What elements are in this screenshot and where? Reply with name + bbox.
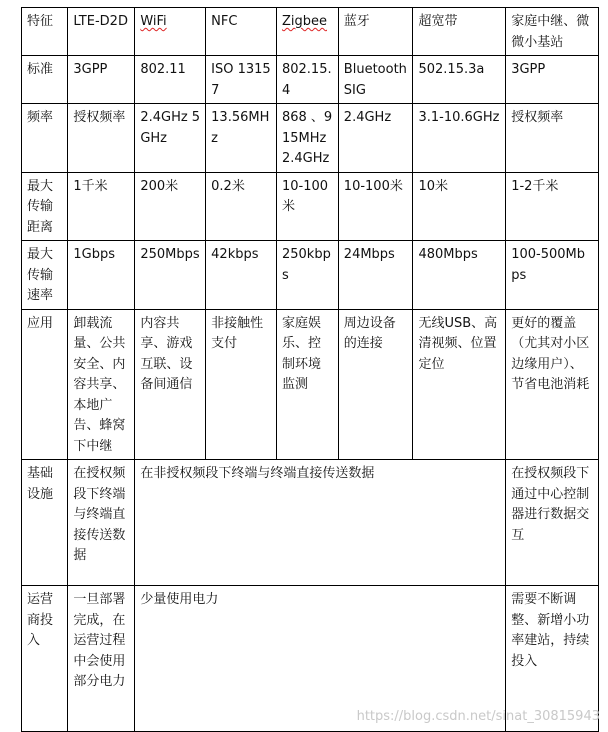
table-cell: 家庭娱乐、控制环境监测 bbox=[276, 309, 338, 460]
table-cell: 802.15.4 bbox=[276, 56, 338, 104]
table-row bbox=[22, 241, 599, 310]
table-row bbox=[22, 104, 599, 173]
table-cell: 内容共享、游戏互联、设备间通信 bbox=[135, 309, 206, 460]
table-cell: 需要不断调整、新增小功率建站，持续投入 bbox=[506, 586, 599, 732]
table-cell: 3GPP bbox=[68, 56, 135, 104]
table-cell: 200米 bbox=[135, 172, 206, 241]
header-cell: 蓝牙 bbox=[338, 8, 413, 56]
table-cell: 一旦部署完成，在运营过程中会使用部分电力 bbox=[68, 586, 135, 732]
table-cell: 非接触性支付 bbox=[206, 309, 277, 460]
header-cell bbox=[135, 8, 206, 56]
table-cell: 100-500Mbps bbox=[506, 241, 599, 310]
table-row bbox=[22, 460, 599, 586]
table-cell: 更好的覆盖（尤其对小区边缘用户）、节省电池消耗 bbox=[506, 309, 599, 460]
row-label: 基础设施 bbox=[22, 460, 68, 586]
header-cell: 超宽带 bbox=[413, 8, 506, 56]
header-cell-text: WiFi bbox=[140, 14, 167, 29]
table-cell: 无线USB、高清视频、位置定位 bbox=[413, 309, 506, 460]
table-cell: 授权频率 bbox=[506, 104, 599, 173]
table-cell: 480Mbps bbox=[413, 241, 506, 310]
table-cell: 在授权频段下终端与终端直接传送数据 bbox=[68, 460, 135, 586]
table-cell: 卸载流量、公共安全、内容共享、本地广告、蜂窝下中继 bbox=[68, 309, 135, 460]
table-cell: Bluetooth SIG bbox=[338, 56, 413, 104]
table-row bbox=[22, 309, 599, 460]
comparison-table bbox=[21, 7, 599, 732]
table-cell: 42kbps bbox=[206, 241, 277, 310]
table-cell: 13.56MHz bbox=[206, 104, 277, 173]
row-label: 最大传输距离 bbox=[22, 172, 68, 241]
table-cell: 2.4GHz 5GHz bbox=[135, 104, 206, 173]
header-cell: LTE-D2D bbox=[68, 8, 135, 56]
table-cell: 10-100米 bbox=[338, 172, 413, 241]
row-label: 最大传输速率 bbox=[22, 241, 68, 310]
table-cell: 1千米 bbox=[68, 172, 135, 241]
table-header-row bbox=[22, 8, 599, 56]
table-row bbox=[22, 56, 599, 104]
table-cell: 502.15.3a bbox=[413, 56, 506, 104]
row-label: 标准 bbox=[22, 56, 68, 104]
header-cell: 家庭中继、微微小基站 bbox=[506, 8, 599, 56]
header-cell bbox=[276, 8, 338, 56]
row-label: 频率 bbox=[22, 104, 68, 173]
table-cell: 在授权频段下通过中心控制器进行数据交互 bbox=[506, 460, 599, 586]
row-label: 运营商投入 bbox=[22, 586, 68, 732]
table-row bbox=[22, 172, 599, 241]
row-label: 应用 bbox=[22, 309, 68, 460]
header-cell: 特征 bbox=[22, 8, 68, 56]
table-cell: 0.2米 bbox=[206, 172, 277, 241]
table-cell: 10-100米 bbox=[276, 172, 338, 241]
table-cell: 10米 bbox=[413, 172, 506, 241]
table-cell-merged: 少量使用电力 bbox=[135, 586, 506, 732]
table-cell: 2.4GHz bbox=[338, 104, 413, 173]
table-cell: 802.11 bbox=[135, 56, 206, 104]
table-cell: 1Gbps bbox=[68, 241, 135, 310]
table-cell: ISO 13157 bbox=[206, 56, 277, 104]
table-cell: 3.1-10.6GHz bbox=[413, 104, 506, 173]
header-cell-text: Zigbee bbox=[281, 14, 328, 29]
table-cell: 250kbps bbox=[276, 241, 338, 310]
header-cell: NFC bbox=[206, 8, 277, 56]
watermark: https://blog.csdn.net/sinat_30815943 bbox=[356, 709, 600, 724]
table-cell: 1-2千米 bbox=[506, 172, 599, 241]
table-cell: 授权频率 bbox=[68, 104, 135, 173]
table-cell: 24Mbps bbox=[338, 241, 413, 310]
table-cell: 868 、915MHz 2.4GHz bbox=[276, 104, 338, 173]
table-cell-merged: 在非授权频段下终端与终端直接传送数据 bbox=[135, 460, 506, 586]
table-cell: 周边设备的连接 bbox=[338, 309, 413, 460]
table-cell: 250Mbps bbox=[135, 241, 206, 310]
table-cell: 3GPP bbox=[506, 56, 599, 104]
